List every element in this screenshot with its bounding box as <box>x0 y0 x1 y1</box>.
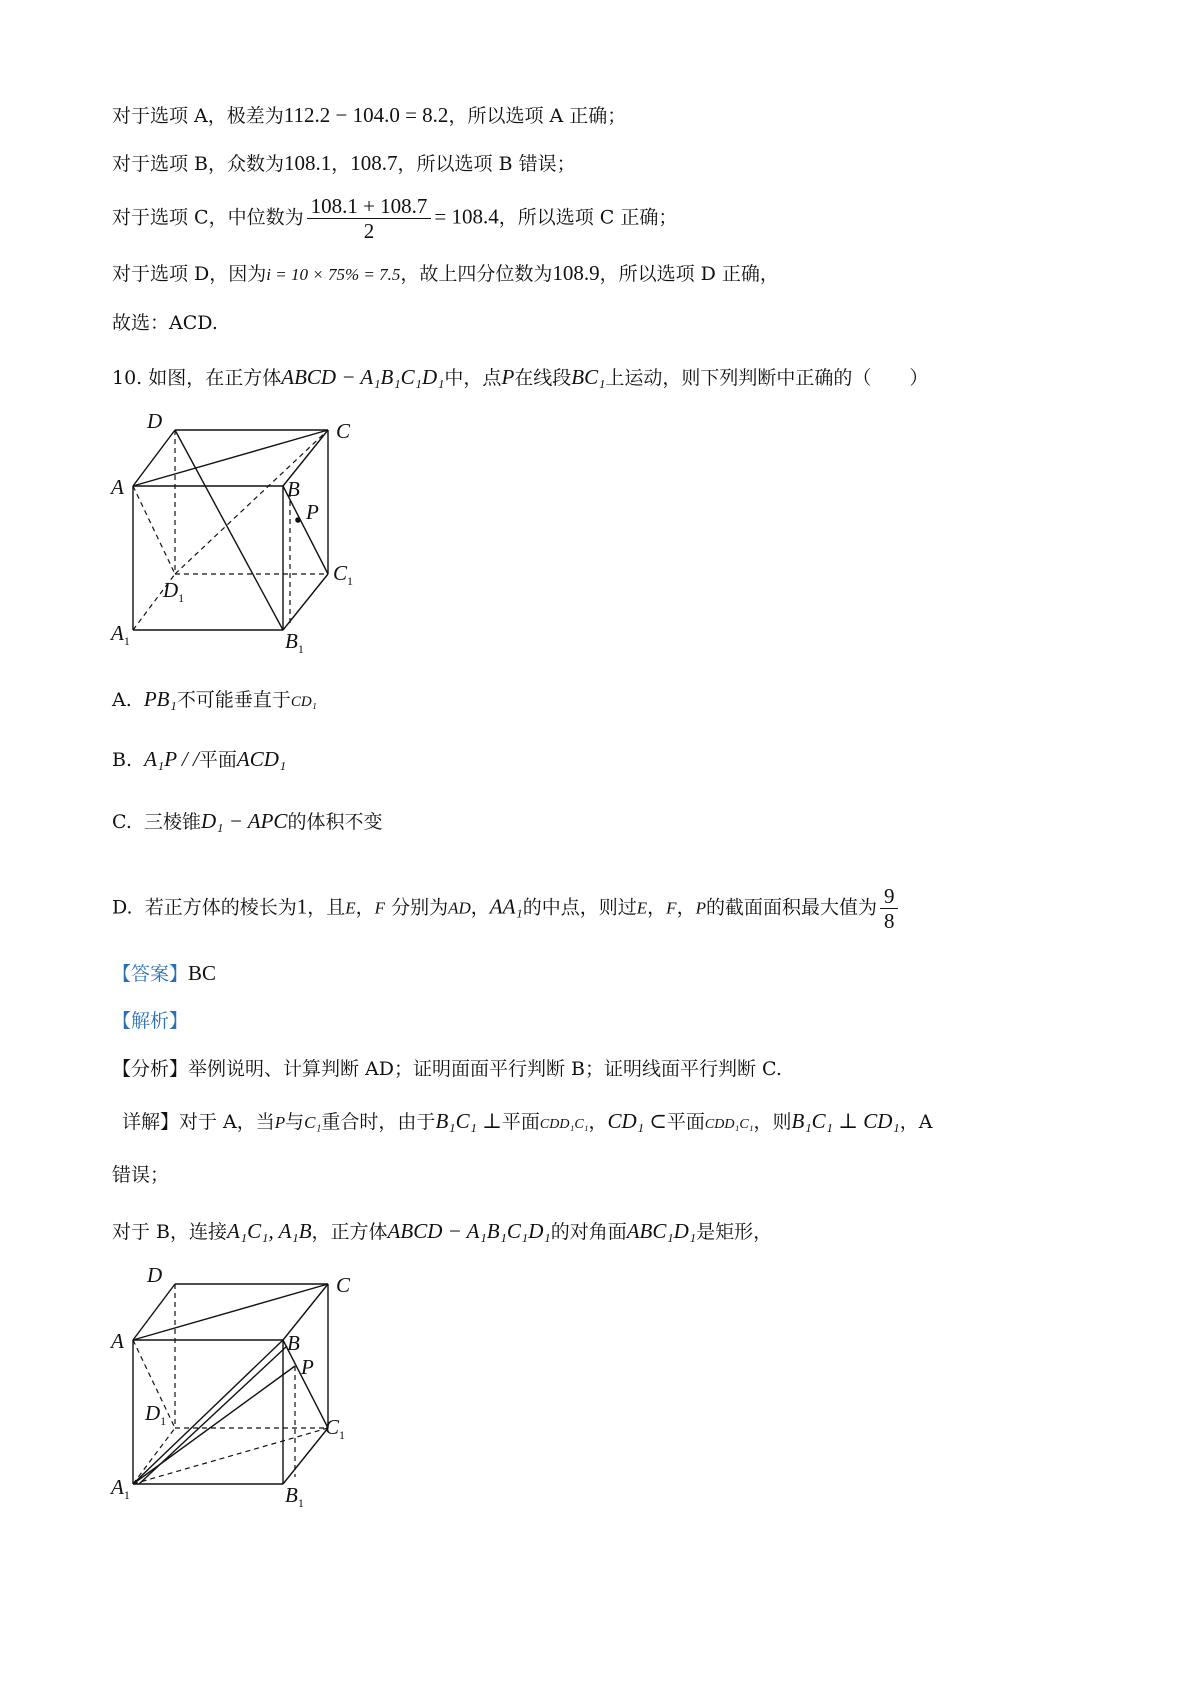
option-b-analysis: 对于选项 B，众数为108.1，108.7，所以选项 B 错误； <box>112 151 576 175</box>
cube-figure-1 <box>105 408 365 658</box>
label-C: C <box>336 419 351 443</box>
label-B: B <box>287 477 300 501</box>
label-D: D <box>147 1263 163 1287</box>
label-P: P <box>306 500 319 524</box>
analysis-tag: 【解析】 <box>112 1010 189 1032</box>
solution-wrong: 错误； <box>112 1164 170 1186</box>
cube-figure-2 <box>105 1262 365 1512</box>
label-B1: $B_1$ <box>285 1483 304 1510</box>
label-A1: $A_1$ <box>111 621 130 648</box>
median-fraction: $\frac{108.1 + 108.7}{2}$ <box>307 194 432 243</box>
label-A: A <box>111 1329 124 1353</box>
label-C1: $C_1$ <box>325 1415 346 1442</box>
label-P: P <box>301 1355 314 1379</box>
question-10-stem: 10. 如图，在正方体ABCD − A₁B₁C₁D₁中，点P在线段BC₁上运动，则下列判断中正确的（ ） <box>112 365 929 389</box>
label-B: B <box>287 1331 300 1355</box>
option-b: B. A₁P / /平面ACD₁ <box>112 747 287 771</box>
solution-detail-a: 详解】对于 A，当P与C₁重合时，由于B₁C₁ ⊥平面CDD₁C₁，CD₁ ⊂平面CDD₁C₁，则B₁C₁ ⊥ CD₁，A <box>122 1109 933 1133</box>
answer-tag: 【答案】 <box>112 963 189 985</box>
diagonal <box>133 1366 295 1484</box>
label-B1: $B_1$ <box>285 629 304 656</box>
max-area-fraction: $\frac{9}{8}$ <box>880 884 899 933</box>
edge <box>133 430 175 486</box>
edge <box>283 1428 328 1484</box>
option-a: A. PB₁不可能垂直于CD₁ <box>112 687 317 711</box>
option-c: C. 三棱锥D₁ − APC的体积不变 <box>112 809 383 833</box>
label-D: D <box>147 409 163 433</box>
answer-value: BC <box>188 961 217 985</box>
solution-fenxi: 【分析】举例说明、计算判断 AD；证明面面平行判断 B；证明线面平行判断 C. <box>112 1058 782 1080</box>
option-a-analysis: 对于选项 A，极差为112.2 − 104.0 = 8.2，所以选项 A 正确； <box>112 103 627 127</box>
label-C1: $C_1$ <box>333 561 354 588</box>
solution-b: 对于 B，连接A₁C₁, A₁B，正方体ABCD − A₁B₁C₁D₁的对角面ABC₁D₁是矩形， <box>112 1219 773 1243</box>
option-d-analysis: 对于选项 D，因为i = 10 × 75% = 7.5，故上四分位数为108.9，所以选项 D 正确， <box>112 261 779 285</box>
range-expr: 112.2 − 104.0 = 8.2 <box>283 103 449 127</box>
label-C: C <box>336 1273 351 1297</box>
option-c-analysis: 对于选项 C，中位数为 $\frac{108.1 + 108.7}{2}$ = 108.4，所以选项 C 正确； <box>112 194 678 243</box>
diagonal <box>175 430 283 630</box>
point-p <box>295 517 301 523</box>
edge <box>133 1284 175 1340</box>
answer-line <box>112 960 216 987</box>
label-D1: $D_1$ <box>163 578 185 605</box>
previous-answer: 故选：ACD. <box>112 312 218 334</box>
option-d: D. 若正方体的棱长为1，且E，F 分别为AD，AA₁的中点，则过E，F，P的截面面积最大值为 $\frac{9}{8}$ <box>112 884 901 933</box>
hidden-edge <box>133 486 175 574</box>
label-D1: $D_1$ <box>145 1401 167 1428</box>
label-A: A <box>111 475 124 499</box>
label-A1: $A_1$ <box>111 1475 130 1502</box>
